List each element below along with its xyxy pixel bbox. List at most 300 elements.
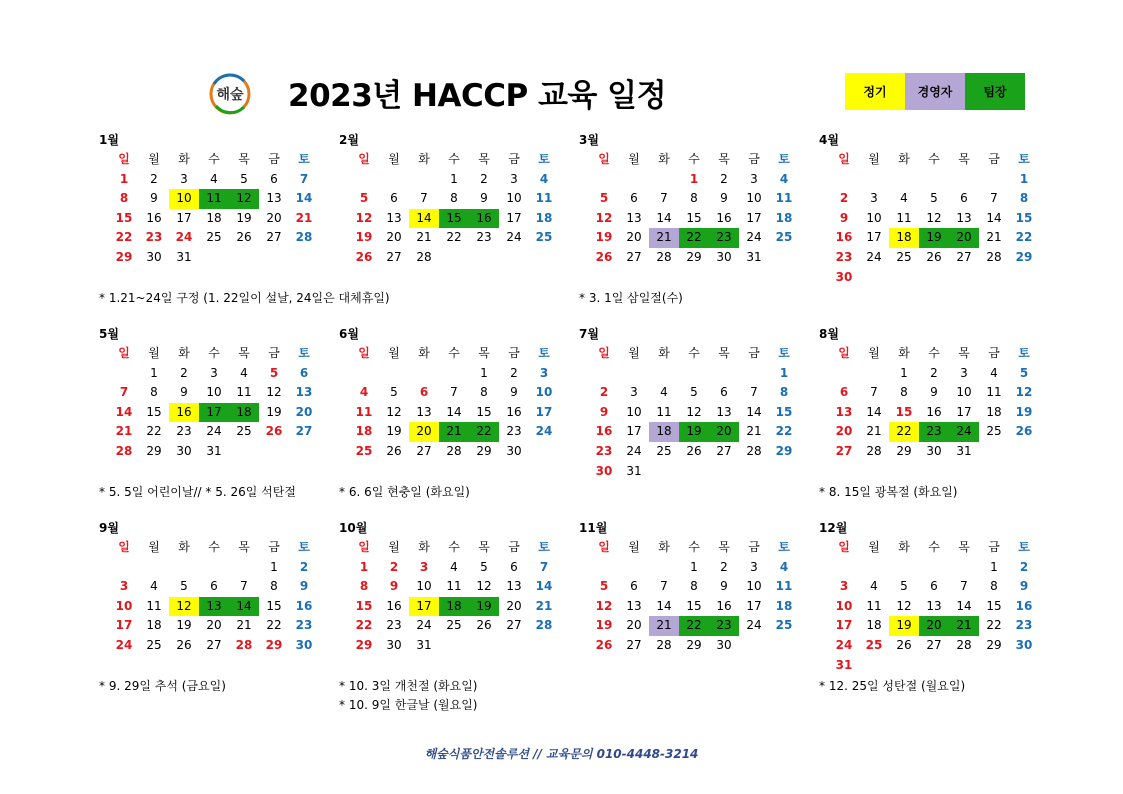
day-cell: 9 (180, 385, 188, 400)
day-cell: 8 (900, 385, 908, 400)
day-cell: 5 (480, 559, 488, 574)
day-cell: 14 (229, 597, 259, 617)
weekday-header: 토 (298, 346, 310, 360)
day-cell: 11 (535, 191, 553, 206)
day-cell: 24 (746, 618, 762, 633)
weekday-header: 수 (208, 346, 220, 360)
note-october-2: * 10. 9일 한글날 (월요일) (339, 698, 478, 712)
day-cell: 20 (506, 598, 522, 613)
day-cell: 25 (865, 637, 883, 652)
day-cell: 26 (476, 618, 492, 633)
weekday-header: 월 (148, 540, 160, 554)
weekday-header: 금 (988, 540, 1000, 554)
day-cell: 21 (416, 230, 432, 245)
day-cell: 3 (180, 171, 188, 186)
day-cell: 28 (235, 637, 253, 652)
day-cell: 2 (180, 365, 188, 380)
day-cell: 25 (775, 230, 793, 245)
month-title: 12월 (819, 521, 848, 535)
legend (845, 73, 1025, 110)
day-cell: 5 (180, 579, 188, 594)
day-cell: 16 (469, 209, 499, 229)
day-cell: 22 (115, 230, 133, 245)
day-cell: 17 (535, 404, 553, 419)
day-cell: 29 (896, 443, 912, 458)
day-cell: 11 (775, 191, 793, 206)
weekday-header: 화 (658, 152, 670, 166)
weekday-header: 금 (988, 346, 1000, 360)
day-cell: 28 (446, 443, 462, 458)
day-cell: 25 (146, 637, 162, 652)
day-cell: 19 (919, 228, 949, 248)
weekday-header: 금 (268, 152, 280, 166)
weekday-header: 월 (388, 540, 400, 554)
weekday-header: 일 (598, 540, 610, 554)
day-cell: 5 (599, 579, 609, 594)
day-cell: 23 (386, 618, 402, 633)
weekday-header: 목 (958, 540, 970, 554)
day-cell: 9 (299, 579, 309, 594)
day-cell: 25 (656, 443, 672, 458)
day-cell: 30 (146, 249, 162, 264)
day-cell: 3 (839, 579, 849, 594)
day-cell: 31 (626, 463, 642, 478)
month-title: 2월 (339, 133, 359, 147)
day-cell: 4 (990, 365, 998, 380)
day-cell: 23 (919, 422, 949, 442)
day-cell: 17 (746, 210, 762, 225)
day-cell: 5 (1019, 365, 1029, 380)
legend-team-leader: 팀장 (965, 73, 1025, 110)
weekday-header: 목 (958, 346, 970, 360)
note-september: * 9. 29일 추석 (금요일) (99, 679, 226, 693)
day-cell: 6 (270, 171, 278, 186)
day-cell: 16 (716, 210, 732, 225)
weekday-header: 월 (868, 152, 880, 166)
day-cell: 13 (835, 404, 853, 419)
day-cell: 8 (990, 579, 998, 594)
day-cell: 13 (716, 404, 732, 419)
day-cell: 2 (389, 559, 399, 574)
day-cell: 12 (266, 385, 282, 400)
day-cell: 1 (990, 559, 998, 574)
weekday-header: 일 (838, 346, 850, 360)
weekday-header: 목 (478, 346, 490, 360)
day-cell: 11 (775, 579, 793, 594)
day-cell: 20 (409, 422, 439, 442)
day-cell: 21 (295, 210, 313, 225)
month-title: 10월 (339, 521, 368, 535)
weekday-header: 일 (838, 152, 850, 166)
day-cell: 16 (169, 403, 199, 423)
day-cell: 12 (355, 210, 373, 225)
day-cell: 8 (779, 385, 789, 400)
day-cell: 28 (656, 249, 672, 264)
day-cell: 18 (146, 618, 162, 633)
weekday-header: 금 (748, 152, 760, 166)
day-cell: 13 (386, 210, 402, 225)
day-cell: 25 (236, 424, 252, 439)
note-december: * 12. 25일 성탄절 (월요일) (819, 679, 966, 693)
day-cell: 19 (236, 210, 252, 225)
weekday-header: 수 (928, 540, 940, 554)
day-cell: 28 (115, 443, 133, 458)
day-cell: 22 (1015, 230, 1033, 245)
day-cell: 21 (866, 424, 882, 439)
day-cell: 27 (626, 637, 642, 652)
day-cell: 14 (866, 404, 882, 419)
day-cell: 17 (199, 403, 229, 423)
day-cell: 16 (146, 210, 162, 225)
day-cell: 7 (870, 385, 878, 400)
day-cell: 19 (386, 424, 402, 439)
weekday-header: 금 (508, 540, 520, 554)
day-cell: 4 (779, 171, 789, 186)
day-cell: 1 (359, 559, 369, 574)
day-cell: 19 (1015, 404, 1033, 419)
day-cell: 25 (206, 230, 222, 245)
day-cell: 11 (896, 210, 912, 225)
day-cell: 14 (535, 579, 553, 594)
day-cell: 9 (839, 210, 849, 225)
day-cell: 27 (626, 249, 642, 264)
day-cell: 21 (115, 424, 133, 439)
day-cell: 26 (595, 637, 613, 652)
day-cell: 1 (270, 559, 278, 574)
day-cell: 10 (835, 598, 853, 613)
weekday-header: 일 (118, 152, 130, 166)
weekday-header: 화 (898, 152, 910, 166)
day-cell: 30 (506, 443, 522, 458)
day-cell: 22 (679, 228, 709, 248)
note-january: * 1.21~24일 구정 (1. 22일이 설날, 24일은 대체휴일) (99, 291, 390, 305)
weekday-header: 월 (148, 346, 160, 360)
day-cell: 18 (355, 424, 373, 439)
day-cell: 27 (716, 443, 732, 458)
day-cell: 10 (506, 191, 522, 206)
day-cell: 29 (265, 637, 283, 652)
day-cell: 18 (866, 618, 882, 633)
day-cell: 2 (150, 171, 158, 186)
day-cell: 25 (446, 618, 462, 633)
day-cell: 1 (150, 365, 158, 380)
day-cell: 27 (206, 637, 222, 652)
day-cell: 4 (359, 385, 369, 400)
day-cell: 22 (446, 230, 462, 245)
day-cell: 13 (295, 385, 313, 400)
day-cell: 18 (775, 210, 793, 225)
weekday-header: 화 (898, 346, 910, 360)
day-cell: 16 (835, 230, 853, 245)
day-cell: 11 (986, 385, 1002, 400)
day-cell: 24 (416, 618, 432, 633)
day-cell: 19 (595, 230, 613, 245)
day-cell: 31 (176, 249, 192, 264)
day-cell: 9 (480, 191, 488, 206)
day-cell: 2 (510, 365, 518, 380)
month-title: 7월 (579, 327, 599, 341)
weekday-header: 월 (148, 152, 160, 166)
weekday-header: 토 (1018, 346, 1030, 360)
weekday-header: 월 (868, 346, 880, 360)
month-title: 8월 (819, 327, 839, 341)
day-cell: 23 (295, 618, 313, 633)
day-cell: 13 (416, 404, 432, 419)
day-cell: 19 (889, 616, 919, 636)
day-cell: 21 (746, 424, 762, 439)
day-cell: 5 (240, 171, 248, 186)
day-cell: 30 (295, 637, 313, 652)
day-cell: 14 (115, 404, 133, 419)
day-cell: 6 (630, 579, 638, 594)
day-cell: 18 (229, 403, 259, 423)
page-title: 2023년 HACCP 교육 일정 (288, 78, 667, 114)
day-cell: 21 (649, 616, 679, 636)
day-cell: 14 (295, 191, 313, 206)
day-cell: 24 (866, 249, 882, 264)
weekday-header: 수 (448, 540, 460, 554)
day-cell: 5 (690, 385, 698, 400)
day-cell: 7 (539, 559, 549, 574)
weekday-header: 화 (658, 540, 670, 554)
day-cell: 10 (746, 191, 762, 206)
weekday-header: 화 (178, 346, 190, 360)
day-cell: 17 (176, 210, 192, 225)
day-cell: 11 (866, 598, 882, 613)
day-cell: 16 (1015, 598, 1033, 613)
day-cell: 4 (240, 365, 248, 380)
day-cell: 12 (595, 598, 613, 613)
day-cell: 22 (775, 424, 793, 439)
day-cell: 26 (176, 637, 192, 652)
day-cell: 4 (450, 559, 458, 574)
day-cell: 20 (386, 230, 402, 245)
day-cell: 29 (115, 249, 133, 264)
weekday-header: 화 (418, 346, 430, 360)
month-title: 5월 (99, 327, 119, 341)
day-cell: 10 (416, 579, 432, 594)
day-cell: 2 (839, 191, 849, 206)
day-cell: 9 (510, 385, 518, 400)
day-cell: 9 (389, 579, 399, 594)
day-cell: 10 (115, 598, 133, 613)
day-cell: 16 (926, 404, 942, 419)
day-cell: 24 (206, 424, 222, 439)
day-cell: 8 (270, 579, 278, 594)
day-cell: 14 (986, 210, 1002, 225)
day-cell: 18 (889, 228, 919, 248)
weekday-header: 목 (718, 346, 730, 360)
weekday-header: 금 (748, 346, 760, 360)
weekday-header: 토 (778, 540, 790, 554)
day-cell: 5 (599, 191, 609, 206)
day-cell: 11 (199, 189, 229, 209)
weekday-header: 수 (688, 540, 700, 554)
day-cell: 29 (686, 249, 702, 264)
day-cell: 24 (535, 424, 553, 439)
day-cell: 3 (630, 385, 638, 400)
day-cell: 28 (986, 249, 1002, 264)
day-cell: 12 (896, 598, 912, 613)
day-cell: 10 (626, 404, 642, 419)
day-cell: 20 (626, 618, 642, 633)
day-cell: 13 (199, 597, 229, 617)
weekday-header: 토 (538, 152, 550, 166)
day-cell: 26 (896, 637, 912, 652)
day-cell: 14 (746, 404, 762, 419)
day-cell: 15 (775, 404, 793, 419)
day-cell: 22 (986, 618, 1002, 633)
day-cell: 12 (229, 189, 259, 209)
day-cell: 18 (986, 404, 1002, 419)
day-cell: 13 (926, 598, 942, 613)
note-may: * 5. 5일 어린이날// * 5. 26일 석탄절 (99, 485, 296, 499)
day-cell: 19 (355, 230, 373, 245)
weekday-header: 월 (388, 346, 400, 360)
note-june: * 6. 6일 현충일 (화요일) (339, 485, 470, 499)
day-cell: 8 (690, 579, 698, 594)
day-cell: 22 (266, 618, 282, 633)
day-cell: 11 (656, 404, 672, 419)
day-cell: 22 (146, 424, 162, 439)
day-cell: 26 (1015, 424, 1033, 439)
weekday-header: 토 (538, 346, 550, 360)
day-cell: 1 (900, 365, 908, 380)
day-cell: 20 (266, 210, 282, 225)
day-cell: 31 (416, 637, 432, 652)
day-cell: 6 (419, 385, 429, 400)
weekday-header: 수 (448, 152, 460, 166)
note-august: * 8. 15일 광복절 (화요일) (819, 485, 958, 499)
day-cell: 18 (439, 597, 469, 617)
weekday-header: 월 (628, 152, 640, 166)
day-cell: 8 (690, 191, 698, 206)
day-cell: 6 (930, 579, 938, 594)
day-cell: 3 (510, 171, 518, 186)
day-cell: 29 (686, 637, 702, 652)
day-cell: 14 (656, 598, 672, 613)
day-cell: 4 (900, 191, 908, 206)
day-cell: 25 (535, 230, 553, 245)
day-cell: 1 (480, 365, 488, 380)
day-cell: 17 (866, 230, 882, 245)
weekday-header: 수 (928, 346, 940, 360)
day-cell: 17 (956, 404, 972, 419)
weekday-header: 목 (238, 540, 250, 554)
day-cell: 15 (686, 598, 702, 613)
day-cell: 7 (960, 579, 968, 594)
day-cell: 19 (595, 618, 613, 633)
day-cell: 25 (355, 443, 373, 458)
day-cell: 25 (775, 618, 793, 633)
weekday-header: 일 (598, 346, 610, 360)
day-cell: 5 (390, 385, 398, 400)
day-cell: 7 (240, 579, 248, 594)
day-cell: 7 (299, 171, 309, 186)
day-cell: 15 (895, 404, 913, 419)
day-cell: 1 (450, 171, 458, 186)
day-cell: 15 (266, 598, 282, 613)
weekday-header: 수 (928, 152, 940, 166)
day-cell: 19 (679, 422, 709, 442)
day-cell: 6 (960, 191, 968, 206)
day-cell: 5 (359, 191, 369, 206)
day-cell: 13 (626, 598, 642, 613)
weekday-header: 금 (988, 152, 1000, 166)
day-cell: 15 (1015, 210, 1033, 225)
day-cell: 23 (476, 230, 492, 245)
day-cell: 12 (386, 404, 402, 419)
day-cell: 23 (709, 616, 739, 636)
day-cell: 10 (169, 189, 199, 209)
day-cell: 16 (506, 404, 522, 419)
day-cell: 5 (930, 191, 938, 206)
day-cell: 6 (839, 385, 849, 400)
day-cell: 3 (960, 365, 968, 380)
day-cell: 9 (930, 385, 938, 400)
weekday-header: 화 (898, 540, 910, 554)
day-cell: 21 (949, 616, 979, 636)
weekday-header: 목 (238, 346, 250, 360)
day-cell: 20 (295, 404, 313, 419)
day-cell: 30 (386, 637, 402, 652)
day-cell: 16 (295, 598, 313, 613)
weekday-header: 토 (1018, 152, 1030, 166)
day-cell: 3 (539, 365, 549, 380)
day-cell: 16 (595, 424, 613, 439)
day-cell: 12 (476, 579, 492, 594)
day-cell: 9 (599, 404, 609, 419)
day-cell: 28 (746, 443, 762, 458)
weekday-header: 목 (478, 540, 490, 554)
day-cell: 15 (986, 598, 1002, 613)
day-cell: 20 (626, 230, 642, 245)
day-cell: 8 (1019, 191, 1029, 206)
weekday-header: 금 (748, 540, 760, 554)
weekday-header: 토 (778, 152, 790, 166)
weekday-header: 일 (358, 152, 370, 166)
note-march: * 3. 1일 삼일절(수) (579, 291, 683, 305)
day-cell: 11 (236, 385, 252, 400)
day-cell: 29 (146, 443, 162, 458)
day-cell: 20 (949, 228, 979, 248)
day-cell: 23 (1015, 618, 1033, 633)
day-cell: 8 (450, 191, 458, 206)
day-cell: 27 (295, 424, 313, 439)
day-cell: 4 (539, 171, 549, 186)
day-cell: 31 (835, 657, 853, 672)
note-october-1: * 10. 3일 개천절 (화요일) (339, 679, 478, 693)
weekday-header: 일 (358, 540, 370, 554)
day-cell: 17 (115, 618, 133, 633)
day-cell: 10 (746, 579, 762, 594)
day-cell: 31 (956, 443, 972, 458)
day-cell: 21 (236, 618, 252, 633)
day-cell: 6 (720, 385, 728, 400)
day-cell: 28 (295, 230, 313, 245)
day-cell: 6 (210, 579, 218, 594)
day-cell: 8 (119, 191, 129, 206)
day-cell: 3 (119, 579, 129, 594)
day-cell: 26 (926, 249, 942, 264)
day-cell: 13 (626, 210, 642, 225)
day-cell: 15 (686, 210, 702, 225)
day-cell: 8 (480, 385, 488, 400)
weekday-header: 수 (448, 346, 460, 360)
day-cell: 27 (386, 249, 402, 264)
day-cell: 6 (299, 365, 309, 380)
day-cell: 14 (656, 210, 672, 225)
